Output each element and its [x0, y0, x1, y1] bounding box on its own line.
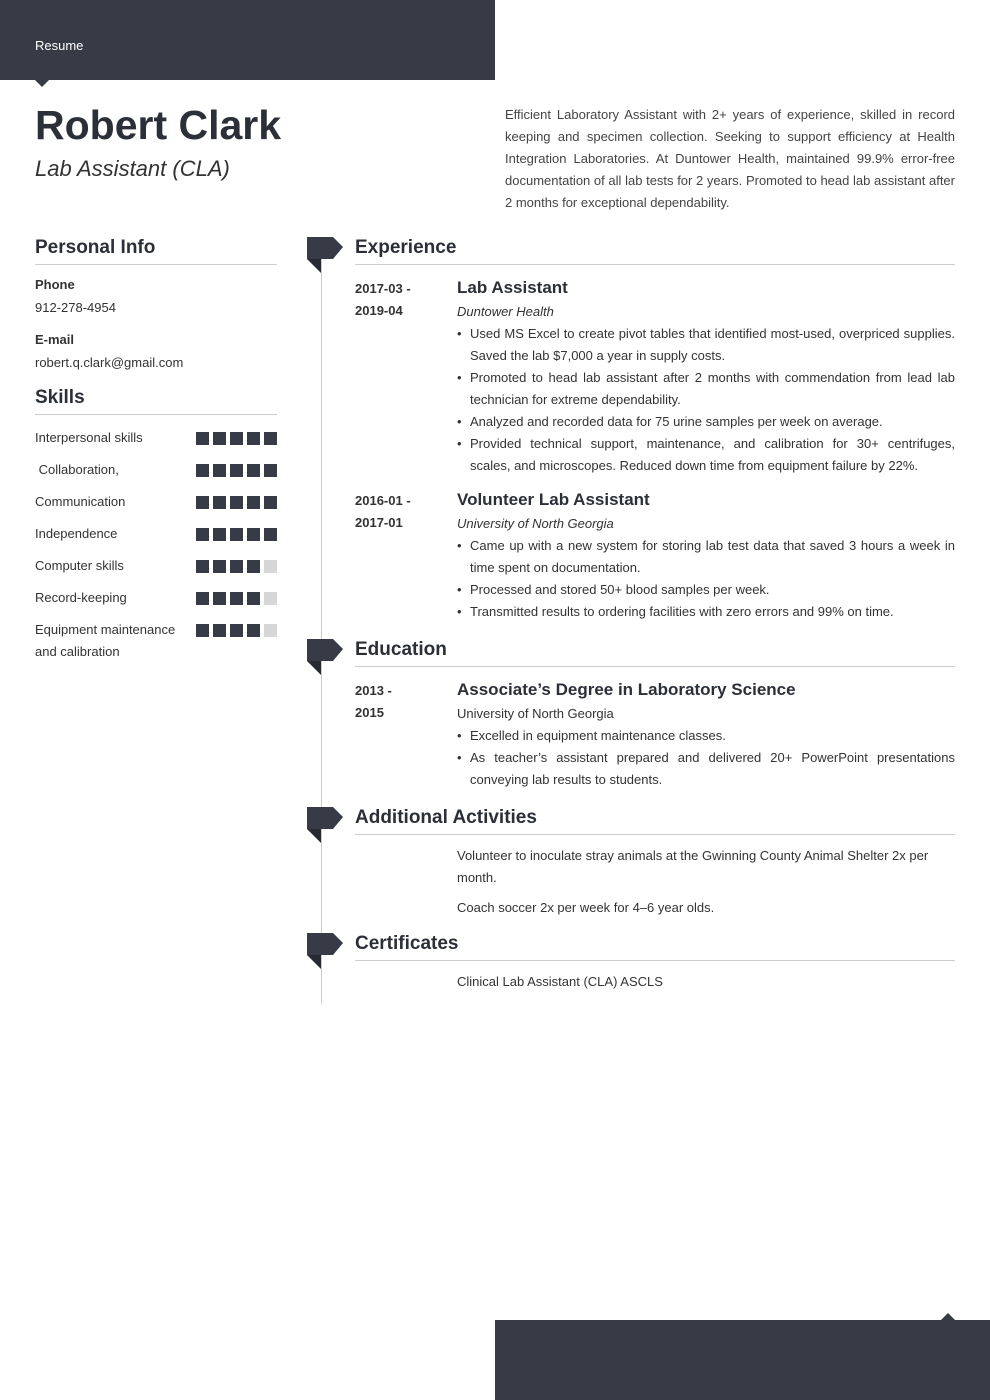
skill-level-meter	[196, 528, 277, 541]
skill-dot-filled	[196, 560, 209, 573]
skill-dot-filled	[196, 624, 209, 637]
skill-level-meter	[196, 560, 277, 573]
skill-dot-filled	[213, 496, 226, 509]
skill-name: Independence	[35, 526, 118, 541]
skill-dot-filled	[264, 432, 277, 445]
skill-level-meter	[196, 496, 277, 509]
skill-dot-filled	[213, 528, 226, 541]
phone-value: 912-278-4954	[35, 300, 116, 315]
skill-dot-filled	[230, 496, 243, 509]
skill-dot-filled	[247, 496, 260, 509]
skill-row	[35, 619, 277, 663]
education-date-end: 2015	[355, 705, 384, 720]
skill-dot-filled	[247, 528, 260, 541]
education-date-start: 2013 -	[355, 683, 392, 698]
job-entry	[355, 275, 955, 477]
footer-notch	[941, 1313, 955, 1320]
skill-level-meter	[196, 624, 277, 637]
skill-dot-filled	[213, 560, 226, 573]
activities-section	[355, 807, 955, 919]
skill-dot-filled	[196, 528, 209, 541]
skill-dot-filled	[264, 464, 277, 477]
skill-dot-filled	[213, 464, 226, 477]
skill-dot-filled	[196, 464, 209, 477]
skills-list	[35, 427, 277, 663]
footer-banner	[495, 1320, 990, 1400]
skill-dot-filled	[247, 624, 260, 637]
jobs-list	[355, 275, 955, 623]
skill-dot-filled	[247, 592, 260, 605]
header-notch	[35, 80, 49, 87]
timeline-line	[321, 256, 322, 1004]
activity-item: Coach soccer 2x per week for 4–6 year olds.	[457, 900, 715, 915]
header-banner	[0, 0, 495, 80]
skill-dot-filled	[247, 464, 260, 477]
education-section	[355, 639, 955, 791]
school-name: University of North Georgia	[457, 706, 614, 721]
job-date-end: 2017-01	[355, 515, 403, 530]
experience-section	[355, 237, 955, 623]
skill-dot-empty	[264, 560, 277, 573]
skill-dot-filled	[230, 624, 243, 637]
education-dates	[355, 680, 445, 724]
skill-row	[35, 427, 277, 449]
phone-label: Phone	[35, 277, 75, 292]
skill-dot-filled	[230, 432, 243, 445]
skill-level-meter	[196, 592, 277, 605]
job-bullet: • Analyzed and recorded data for 75 urine samples per week on average.	[457, 411, 955, 433]
skill-row	[35, 523, 277, 545]
skill-name: Record-keeping	[35, 590, 127, 605]
activity-item: Volunteer to inoculate stray animals at the Gwinning County Animal Shelter 2x per month.	[457, 848, 929, 885]
skill-dot-filled	[230, 560, 243, 573]
skills-heading: Skills	[35, 387, 277, 415]
job-dates	[355, 278, 445, 322]
skill-dot-filled	[264, 528, 277, 541]
job-organization: Duntower Health	[457, 304, 554, 319]
section-flag-icon	[307, 933, 343, 973]
skill-dot-filled	[230, 464, 243, 477]
job-date-end: 2019-04	[355, 303, 403, 318]
skill-dot-filled	[213, 624, 226, 637]
skill-dot-empty	[264, 592, 277, 605]
personal-info-heading: Personal Info	[35, 237, 277, 265]
job-bullet: • Used MS Excel to create pivot tables that identified most-used, overpriced supplies. Saved the lab $7,000 a year in supply costs.	[457, 323, 955, 367]
skill-name: Communication	[35, 494, 126, 509]
skill-name: Interpersonal skills	[35, 430, 143, 445]
job-bullet: • Processed and stored 50+ blood samples per week.	[457, 579, 955, 601]
skill-name: Equipment maintenance and calibration	[35, 622, 179, 659]
skill-level-meter	[196, 464, 277, 477]
certificates-section	[355, 933, 955, 993]
skill-dot-filled	[196, 432, 209, 445]
section-flag-icon	[307, 807, 343, 847]
skill-dot-filled	[247, 432, 260, 445]
resume-label: Resume	[35, 38, 84, 53]
candidate-name: Robert Clark	[35, 102, 282, 148]
job-date-start: 2017-03 -	[355, 281, 411, 296]
job-organization: University of North Georgia	[457, 516, 614, 531]
job-bullets	[457, 323, 955, 477]
section-flag-icon	[307, 639, 343, 679]
skill-name: Collaboration,	[35, 462, 119, 477]
activities-heading: Additional Activities	[355, 807, 955, 835]
profile-summary: Efficient Laboratory Assistant with 2+ years of experience, skilled in record keeping and specimen collection. Seeking to support efficiency at Health Integration Laboratories. At Duntower Health, maintained 99.9% error-free documentation of all lab tests for 2 years. Promoted to head lab assistant after 2 months for exceptional dependability.	[505, 107, 955, 210]
skill-dot-filled	[230, 528, 243, 541]
skill-dot-filled	[196, 592, 209, 605]
job-bullets	[457, 535, 955, 623]
skill-dot-filled	[213, 592, 226, 605]
email-label: E-mail	[35, 332, 75, 347]
skill-row	[35, 555, 277, 577]
left-column	[35, 237, 277, 673]
education-bullets	[457, 725, 955, 791]
email-value: robert.q.clark@gmail.com	[35, 355, 184, 370]
job-entry	[355, 487, 955, 623]
skill-level-meter	[196, 432, 277, 445]
skill-row	[35, 587, 277, 609]
certificate-item: Clinical Lab Assistant (CLA) ASCLS	[457, 974, 663, 989]
job-bullet: • Came up with a new system for storing lab test data that saved 3 hours a week in time spent on documentation.	[457, 535, 955, 579]
skill-dot-filled	[230, 592, 243, 605]
job-role: Volunteer Lab Assistant	[457, 490, 650, 509]
skill-dot-filled	[247, 560, 260, 573]
degree-title: Associate’s Degree in Laboratory Science	[457, 680, 796, 699]
skill-dot-filled	[264, 496, 277, 509]
education-bullet: • Excelled in equipment maintenance classes.	[457, 725, 955, 747]
skill-row	[35, 459, 277, 481]
experience-heading: Experience	[355, 237, 955, 265]
job-dates	[355, 490, 445, 534]
education-bullet: • As teacher’s assistant prepared and delivered 20+ PowerPoint presentations conveying lab results to students.	[457, 747, 955, 791]
skill-dot-filled	[196, 496, 209, 509]
certificates-heading: Certificates	[355, 933, 955, 961]
job-bullet: • Transmitted results to ordering facilities with zero errors and 99% on time.	[457, 601, 955, 623]
job-role: Lab Assistant	[457, 278, 568, 297]
job-bullet: • Promoted to head lab assistant after 2 months with commendation from lead lab technician for extreme dependability.	[457, 367, 955, 411]
skill-dot-filled	[213, 432, 226, 445]
skill-row	[35, 491, 277, 513]
section-flag-icon	[307, 237, 343, 277]
job-date-start: 2016-01 -	[355, 493, 411, 508]
education-entry	[355, 677, 955, 791]
job-title: Lab Assistant (CLA)	[35, 156, 230, 181]
job-bullet: • Provided technical support, maintenance, and calibration for 30+ centrifuges, scales, and microscopes. Reduced down time from equipment failure by 22%.	[457, 433, 955, 477]
education-heading: Education	[355, 639, 955, 667]
skill-name: Computer skills	[35, 558, 124, 573]
skill-dot-empty	[264, 624, 277, 637]
